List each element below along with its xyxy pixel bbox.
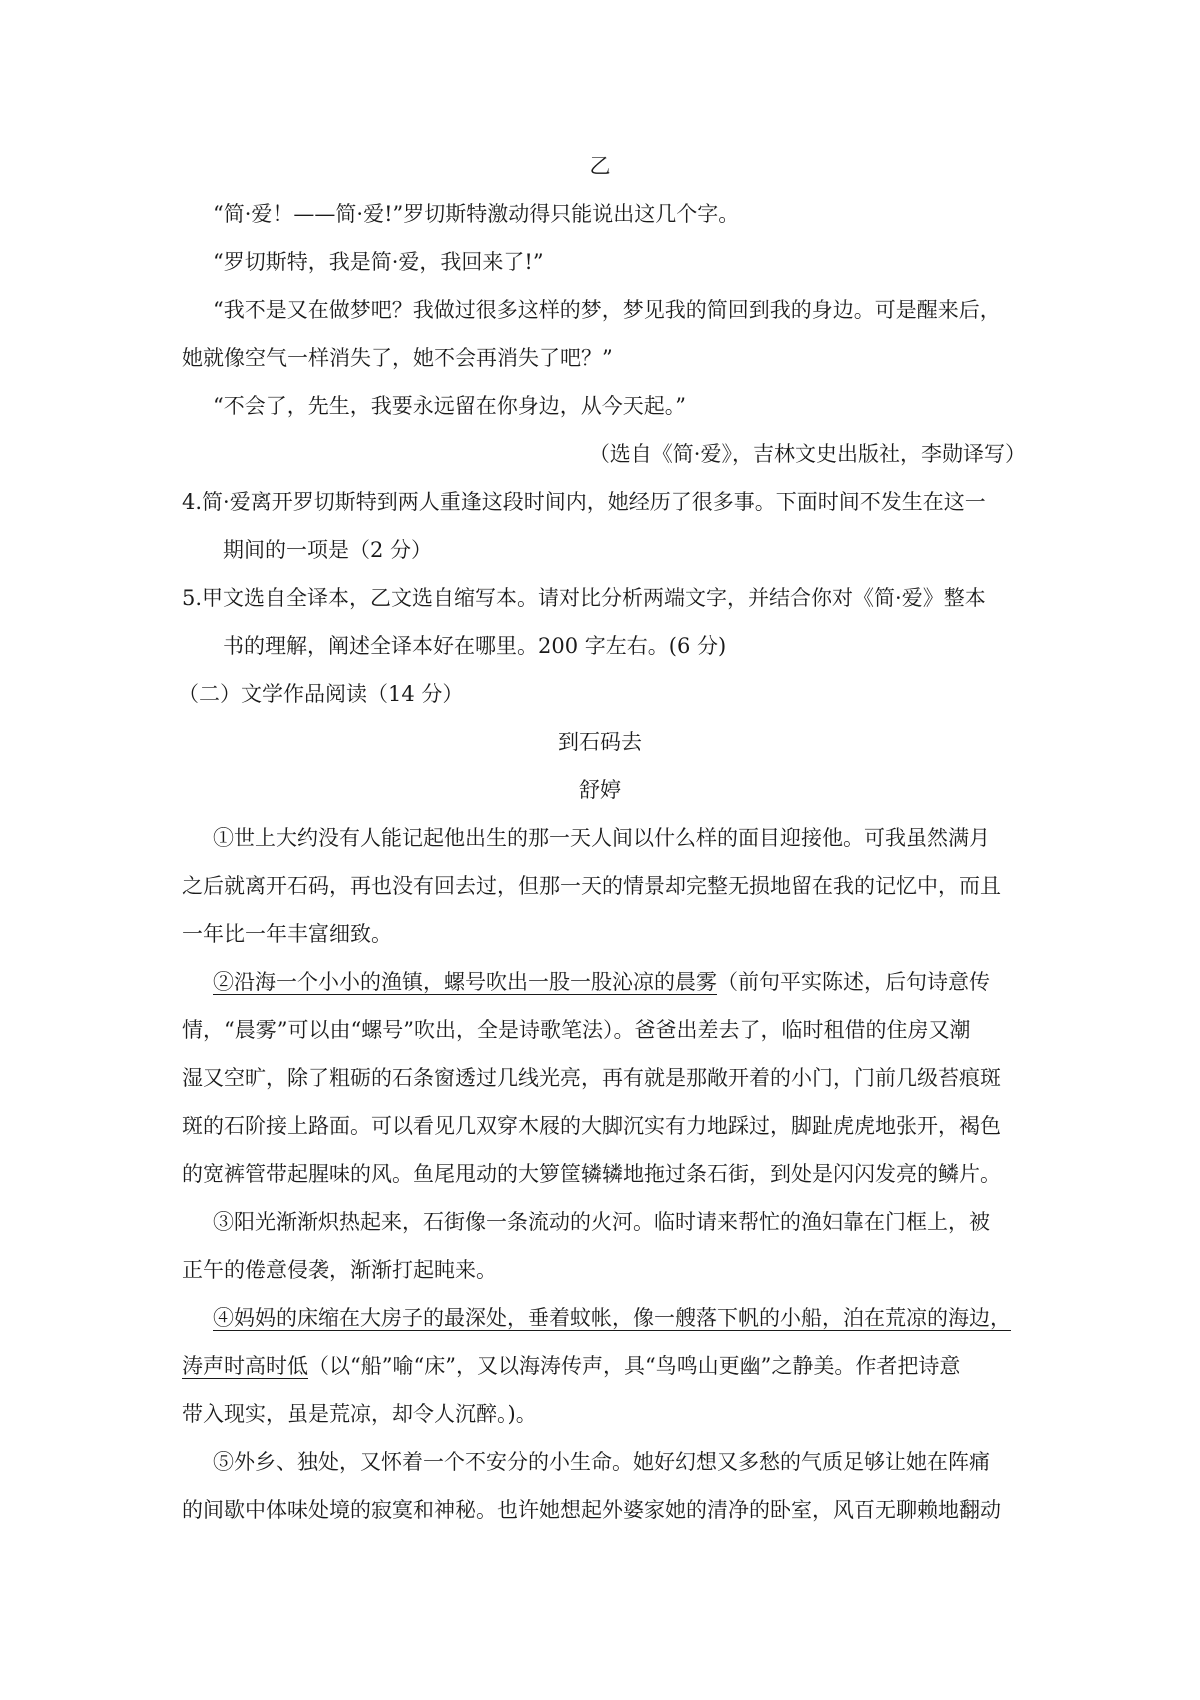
paragraph-3-line: 正午的倦意侵袭，渐渐打起盹来。 [182,1258,497,1282]
paragraph-2-line [213,968,990,996]
passage-b-line: “我不是又在做梦吧？我做过很多这样的梦，梦见我的简回到我的身边。可是醒来后， [213,298,1001,322]
paragraph-5-line: 的间歇中体味处境的寂寞和神秘。也许她想起外婆家她的清净的卧室，风百无聊赖地翻动 [182,1498,1001,1522]
paragraph-1-line: 之后就离开石码，再也没有回去过，但那一天的情景却完整无损地留在我的记忆中，而且 [182,874,1001,898]
underlined-sentence: ④妈妈的床缩在大房子的最深处，垂着蚊帐，像一艘落下帆的小船，泊在荒凉的海边， [213,1306,1011,1330]
passage-b-line: 她就像空气一样消失了，她不会再消失了吧？” [182,346,613,370]
question-5-cont: 书的理解，阐述全译本好在哪里。200 字左右。(6 分) [223,634,727,658]
paragraph-1-line: 一年比一年丰富细致。 [182,922,392,946]
passage-b-line: “罗切斯特，我是简·爱，我回来了!” [213,250,544,274]
question-4-cont: 期间的一项是（2 分） [223,538,433,562]
paragraph-1-line: ①世上大约没有人能记起他出生的那一天人间以什么样的面目迎接他。可我虽然满月 [213,826,990,850]
passage-b-heading: 乙 [589,154,611,178]
paragraph-2-line: 斑的石阶接上路面。可以看见几双穿木屐的大脚沉实有力地踩过，脚趾虎虎地张开，褐色 [182,1114,1001,1138]
paragraph-2-line: 的宽裤管带起腥味的风。鱼尾甩动的大箩筐辚辚地拖过条石街，到处是闪闪发亮的鳞片。 [182,1162,1001,1186]
passage-b-source: （选自《简·爱》，吉林文史出版社，李勋译写） [588,442,1026,466]
paragraph-4-line [213,1304,1011,1332]
paragraph-2-line: 情，“晨雾”可以由“螺号”吹出，全是诗歌笔法）。爸爸出差去了，临时租借的住房又潮 [182,1018,971,1042]
paragraph-3-line: ③阳光渐渐炽热起来，石街像一条流动的火河。临时请来帮忙的渔妇靠在门框上，被 [213,1210,990,1234]
article-author: 舒婷 [579,778,621,802]
underlined-sentence: ②沿海一个小小的渔镇，螺号吹出一股一股沁凉的晨雾 [213,970,717,994]
passage-b-line: “不会了，先生，我要永远留在你身边，从今天起。” [213,394,686,418]
paragraph-4-line [182,1352,960,1380]
paragraph-4-line: 带入现实，虽是荒凉，却令人沉醉。)。 [182,1402,537,1426]
paragraph-5-line: ⑤外乡、独处，又怀着一个不安分的小生命。她好幻想又多愁的气质足够让她在阵痛 [213,1450,990,1474]
question-5: 5.甲文选自全译本，乙文选自缩写本。请对比分析两端文字，并结合你对《简·爱》整本 [182,586,986,610]
section-2-heading: （二）文学作品阅读（14 分） [178,682,464,706]
article-title: 到石码去 [558,730,642,754]
paragraph-2-line: 湿又空旷，除了粗砺的石条窗透过几线光亮，再有就是那敞开着的小门，门前几级苔痕斑 [182,1066,1001,1090]
annotation: （以“船”喻“床”，又以海涛传声，具“鸟鸣山更幽”之静美。作者把诗意 [308,1354,961,1378]
annotation: （前句平实陈述，后句诗意传 [717,970,990,994]
question-4: 4.简·爱离开罗切斯特到两人重逢这段时间内，她经历了很多事。下面时间不发生在这一 [182,490,986,514]
underlined-sentence: 涛声时高时低 [182,1354,308,1378]
passage-b-line: “简·爱！——简·爱!”罗切斯特激动得只能说出这几个字。 [213,202,740,226]
